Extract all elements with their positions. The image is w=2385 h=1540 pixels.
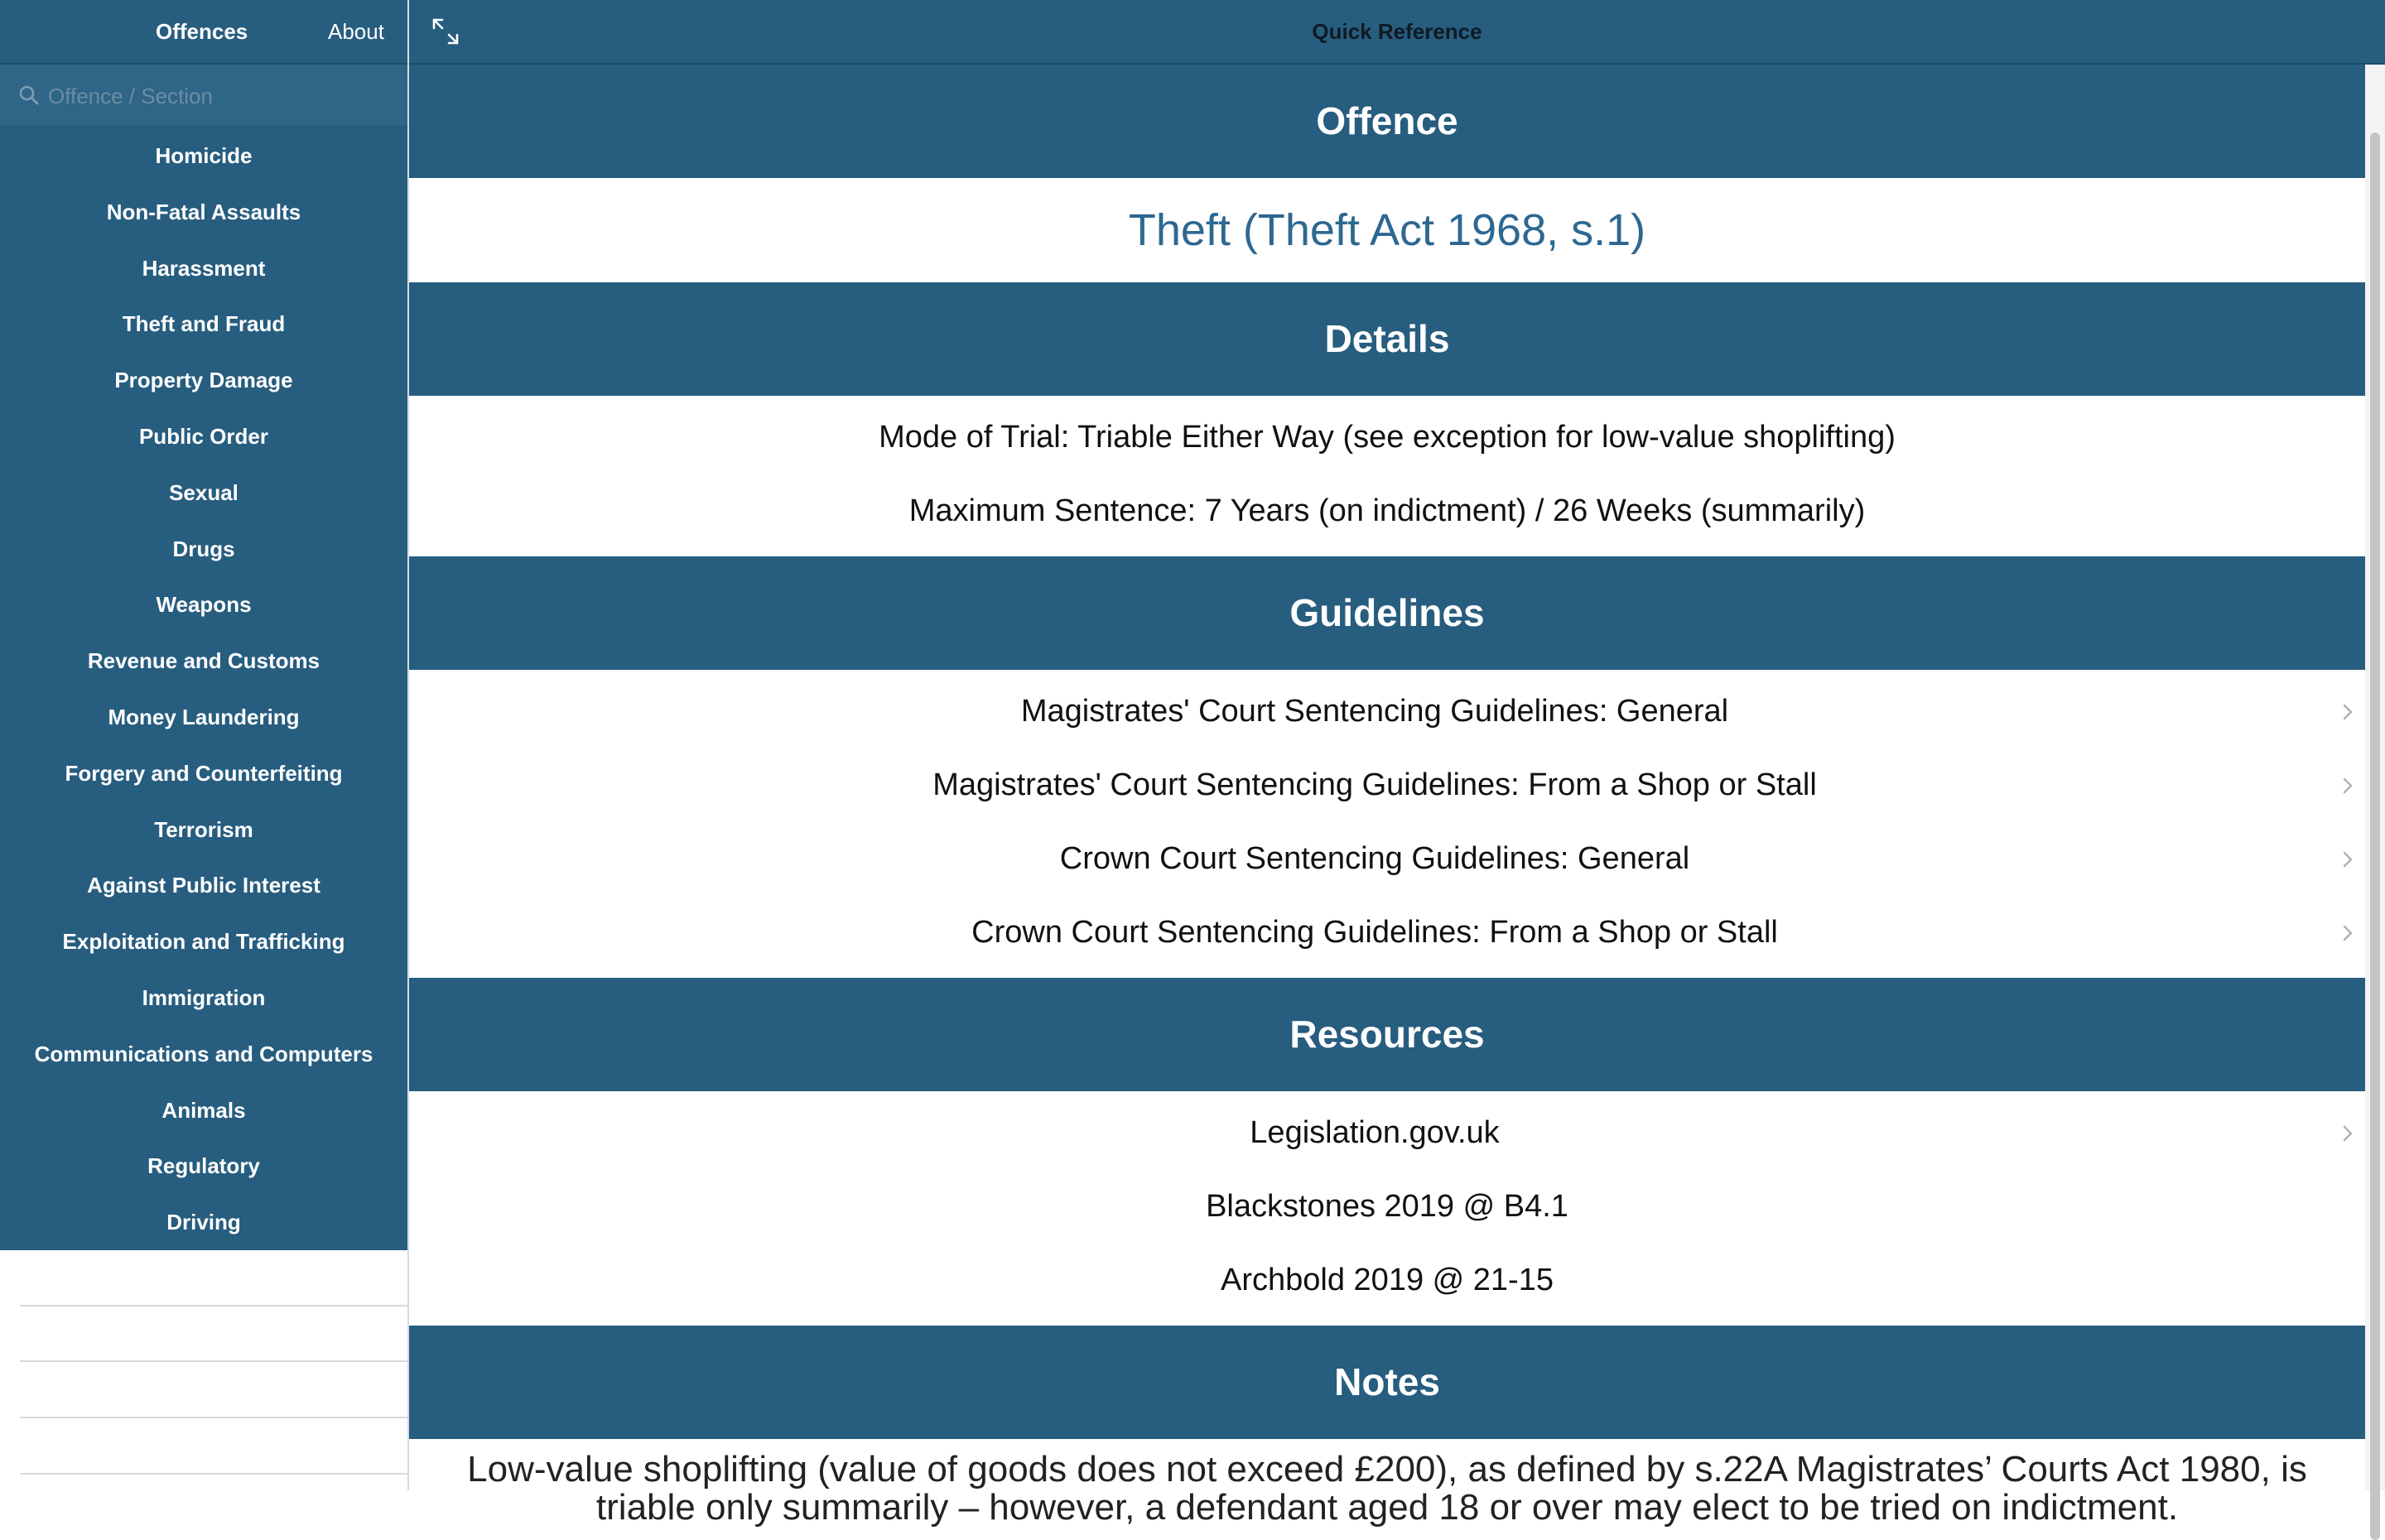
guideline-label: Magistrates' Court Sentencing Guidelines: From a Shop or Stall bbox=[932, 768, 1817, 802]
chevron-right-icon bbox=[2342, 850, 2354, 869]
resource-archbold: Archbold 2019 @ 21-15 bbox=[1221, 1263, 1554, 1297]
tab-offences[interactable]: Offences bbox=[156, 19, 248, 44]
chevron-right-icon bbox=[2342, 1124, 2354, 1143]
section-header-offence: Offence bbox=[409, 65, 2365, 178]
search-bar bbox=[0, 65, 407, 128]
category-item-theft-and-fraud[interactable]: Theft and Fraud bbox=[122, 311, 286, 337]
scrollbar-track[interactable] bbox=[2365, 65, 2385, 1490]
section-header-notes: Notes bbox=[409, 1326, 2365, 1439]
category-item-drugs[interactable]: Drugs bbox=[172, 536, 235, 561]
category-item-exploitation-and-trafficking[interactable]: Exploitation and Trafficking bbox=[62, 929, 345, 955]
category-item-terrorism[interactable]: Terrorism bbox=[154, 816, 253, 842]
category-item-harassment[interactable]: Harassment bbox=[142, 255, 266, 281]
section-header-details: Details bbox=[409, 282, 2365, 396]
section-header-guidelines: Guidelines bbox=[409, 556, 2365, 670]
empty-list-divider bbox=[20, 1305, 407, 1307]
chevron-right-icon bbox=[2342, 703, 2354, 721]
notes-text: Low-value shoplifting (value of goods does not exceed £200), as defined by s.22A Magistrates’ Courts Act 1980, is triable only summarily – however, a defendant aged 18 or over may elect to be tried on indictment. bbox=[467, 1449, 2307, 1528]
category-item-animals[interactable]: Animals bbox=[161, 1097, 246, 1123]
guideline-label: Crown Court Sentencing Guidelines: From a Shop or Stall bbox=[971, 915, 1778, 950]
category-item-property-damage[interactable]: Property Damage bbox=[114, 368, 293, 393]
guideline-link[interactable] bbox=[409, 822, 2365, 896]
category-item-money-laundering[interactable]: Money Laundering bbox=[108, 704, 300, 729]
chevron-right-icon bbox=[2342, 777, 2354, 795]
mode-of-trial: Mode of Trial: Triable Either Way (see exception for low-value shoplifting) bbox=[879, 420, 1896, 455]
details-list bbox=[409, 396, 2365, 556]
category-item-sexual[interactable]: Sexual bbox=[169, 479, 238, 505]
category-item-communications-and-computers[interactable]: Communications and Computers bbox=[34, 1041, 373, 1066]
content-scroll-area bbox=[409, 65, 2365, 1528]
resource-blackstones: Blackstones 2019 @ B4.1 bbox=[1206, 1189, 1568, 1224]
guideline-label: Magistrates' Court Sentencing Guidelines: General bbox=[1020, 694, 1729, 729]
resources-list bbox=[409, 1091, 2365, 1326]
category-item-driving[interactable]: Driving bbox=[166, 1210, 241, 1235]
category-item-homicide[interactable]: Homicide bbox=[155, 143, 253, 168]
chevron-right-icon bbox=[2342, 924, 2354, 942]
resource-label: Legislation.gov.uk bbox=[1250, 1115, 1500, 1150]
category-item-against-public-interest[interactable]: Against Public Interest bbox=[87, 873, 320, 898]
main-header bbox=[409, 0, 2385, 65]
page-title: Quick Reference bbox=[1312, 19, 1482, 44]
empty-list-divider bbox=[20, 1360, 407, 1362]
category-item-public-order[interactable]: Public Order bbox=[138, 423, 269, 449]
sidebar-panel bbox=[0, 0, 407, 1250]
tab-about[interactable]: About bbox=[328, 19, 384, 44]
guidelines-list bbox=[409, 670, 2365, 978]
empty-list-divider bbox=[20, 1473, 407, 1475]
scrollbar-thumb[interactable] bbox=[2370, 132, 2380, 1540]
category-item-weapons[interactable]: Weapons bbox=[156, 592, 252, 618]
search-icon bbox=[18, 84, 40, 106]
sidebar bbox=[0, 0, 409, 1490]
category-item-regulatory[interactable]: Regulatory bbox=[147, 1153, 260, 1179]
guideline-link[interactable] bbox=[409, 896, 2365, 970]
category-item-revenue-and-customs[interactable]: Revenue and Customs bbox=[87, 648, 320, 674]
category-item-non-fatal-assaults[interactable]: Non-Fatal Assaults bbox=[106, 199, 301, 224]
category-list bbox=[0, 128, 407, 1251]
sidebar-header bbox=[0, 0, 407, 65]
category-item-forgery-and-counterfeiting[interactable]: Forgery and Counterfeiting bbox=[65, 760, 343, 786]
offence-name: Theft (Theft Act 1968, s.1) bbox=[1128, 205, 1646, 255]
empty-list-divider bbox=[20, 1417, 407, 1418]
search-input[interactable] bbox=[46, 76, 398, 116]
maximum-sentence: Maximum Sentence: 7 Years (on indictment) / 26 Weeks (summarily) bbox=[908, 493, 1866, 528]
guideline-link[interactable] bbox=[409, 748, 2365, 822]
resource-link-legislation[interactable] bbox=[409, 1096, 2365, 1170]
category-item-immigration[interactable]: Immigration bbox=[142, 984, 266, 1010]
guideline-label: Crown Court Sentencing Guidelines: General bbox=[1059, 841, 1690, 876]
section-header-resources: Resources bbox=[409, 978, 2365, 1091]
guideline-link[interactable] bbox=[409, 675, 2365, 748]
main-panel bbox=[409, 0, 2385, 1528]
